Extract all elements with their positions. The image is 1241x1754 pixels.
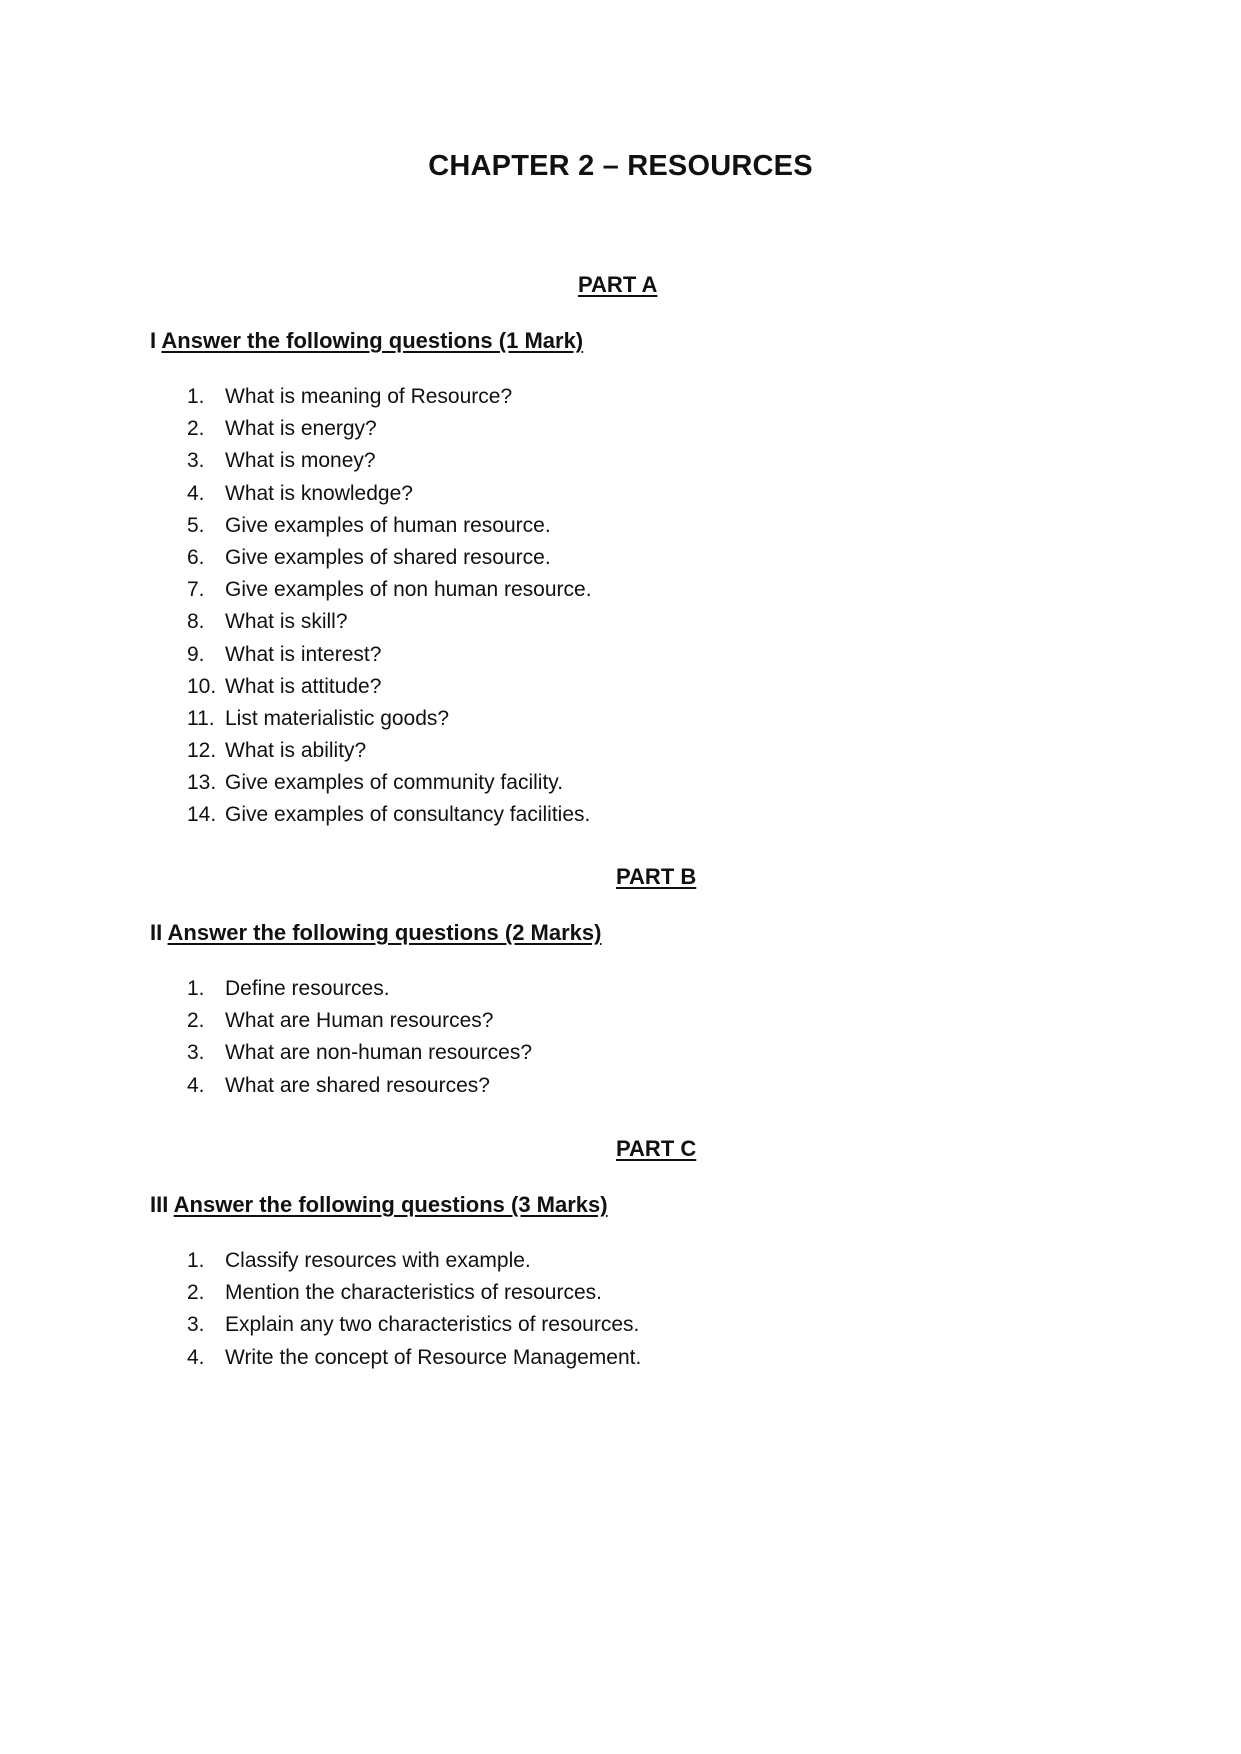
section-numeral: I: [150, 328, 157, 353]
part-b-heading: PART B: [616, 864, 697, 889]
question-number: 1.: [187, 977, 205, 1000]
question-text: What are Human resources?: [225, 1009, 494, 1033]
question-number: 3.: [187, 449, 205, 473]
question-number: 4.: [187, 1073, 205, 1097]
question-number: 3.: [187, 1041, 205, 1065]
question-number: 9.: [187, 642, 205, 666]
question-text: What is money?: [225, 449, 376, 473]
question-number: 2.: [187, 1281, 205, 1305]
question-text: Give examples of community facility.: [225, 771, 564, 795]
section-3-heading: [150, 1192, 608, 1218]
part-c-heading: PART C: [616, 1136, 697, 1161]
question-number: 12.: [187, 739, 217, 763]
question-text: Mention the characteristics of resources.: [225, 1281, 602, 1305]
section-title: Answer the following questions (1 Mark): [161, 328, 584, 353]
question-text: List materialistic goods?: [225, 706, 450, 730]
page-title: CHAPTER 2 – RESOURCES: [428, 150, 813, 182]
section-numeral: III: [150, 1192, 169, 1217]
question-number: 8.: [187, 610, 205, 634]
question-text: What are non-human resources?: [225, 1041, 532, 1065]
question-number: 4.: [187, 481, 205, 505]
question-text: Define resources.: [225, 977, 390, 1000]
question-number: 11.: [187, 706, 215, 730]
question-text: What is interest?: [225, 642, 382, 666]
question-number: 3.: [187, 1313, 205, 1337]
section-2-heading: [150, 920, 601, 946]
question-text: Give examples of human resource.: [225, 513, 551, 537]
question-number: 1.: [187, 1249, 205, 1272]
question-number: 2.: [187, 1009, 205, 1033]
question-text: Classify resources with example.: [225, 1249, 531, 1272]
question-text: Give examples of non human resource.: [225, 578, 592, 602]
question-text: Give examples of shared resource.: [225, 545, 551, 569]
question-number: 4.: [187, 1345, 205, 1369]
question-number: 6.: [187, 545, 205, 569]
question-text: What is energy?: [225, 417, 377, 441]
question-text: What is knowledge?: [225, 481, 413, 505]
question-number: 5.: [187, 513, 205, 537]
question-text: What is attitude?: [225, 674, 382, 698]
question-number: 2.: [187, 417, 205, 441]
question-text: Write the concept of Resource Management.: [225, 1345, 642, 1369]
question-number: 14.: [187, 803, 217, 827]
section-1-heading: [150, 328, 583, 354]
question-number: 13.: [187, 771, 217, 795]
question-text: Explain any two characteristics of resources.: [225, 1313, 640, 1337]
question-text: What are shared resources?: [225, 1073, 490, 1097]
question-number: 1.: [187, 385, 205, 408]
question-text: What is skill?: [225, 610, 348, 634]
section-title: Answer the following questions (3 Marks): [173, 1192, 608, 1217]
section-numeral: II: [150, 920, 163, 945]
question-text: What is ability?: [225, 739, 367, 763]
part-a-heading: PART A: [578, 272, 658, 297]
question-number: 7.: [187, 578, 205, 602]
question-number: 10.: [187, 674, 217, 698]
section-title: Answer the following questions (2 Marks): [167, 920, 602, 945]
question-text: Give examples of consultancy facilities.: [225, 803, 591, 827]
question-text: What is meaning of Resource?: [225, 385, 513, 408]
